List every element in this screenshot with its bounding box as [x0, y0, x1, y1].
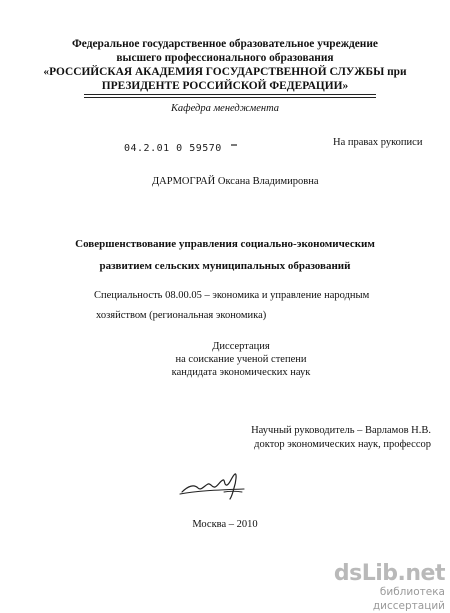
degree-line: кандидата экономических наук [171, 367, 311, 378]
department-name: Кафедра менеджмента [170, 103, 280, 114]
place-and-year: Москва – 2010 [192, 519, 258, 530]
institution-header [0, 37, 450, 93]
specialty-line: Специальность 08.00.05 – экономика и управление народным [94, 290, 370, 301]
stamp-number: 04.2.01 0 59570 [124, 143, 222, 154]
header-line: высшего профессионального образования [116, 52, 334, 64]
specialty-block [94, 286, 369, 326]
dslib-watermark [330, 563, 445, 613]
advisor-line: доктор экономических наук, профессор [254, 439, 431, 450]
manuscript-rights-note: На правах рукописи [333, 137, 423, 148]
title-line: развитием сельских муниципальных образований [99, 260, 351, 272]
degree-line: на соискание ученой степени [175, 354, 307, 365]
advisor-line: Научный руководитель – Варламов Н.В. [251, 425, 431, 436]
specialty-line: хозяйством (региональная экономика) [96, 310, 267, 321]
title-line: Совершенствование управления социально-экономическим [75, 238, 375, 250]
header-line: ПРЕЗИДЕНТЕ РОССИЙСКОЙ ФЕДЕРАЦИИ» [101, 80, 349, 92]
stamp-mark-icon [230, 143, 238, 149]
header-divider [84, 97, 376, 98]
handwritten-signature [178, 472, 250, 502]
dslib-subtitle: библиотека диссертаций [372, 586, 445, 612]
header-divider [84, 94, 376, 95]
author-name: ДАРМОГРАЙ Оксана Владимировна [152, 176, 319, 187]
header-line: «РОССИЙСКАЯ АКАДЕМИЯ ГОСУДАРСТВЕННОЙ СЛУЖБЫ при [43, 66, 407, 78]
dslib-logo: dsLib.net [333, 561, 445, 586]
degree-block [150, 340, 332, 379]
header-line: Федеральное государственное образовательное учреждение [72, 38, 378, 50]
degree-line: Диссертация [212, 341, 270, 352]
scientific-advisor [245, 424, 431, 452]
registration-stamp [124, 143, 238, 154]
dissertation-title [0, 233, 450, 277]
